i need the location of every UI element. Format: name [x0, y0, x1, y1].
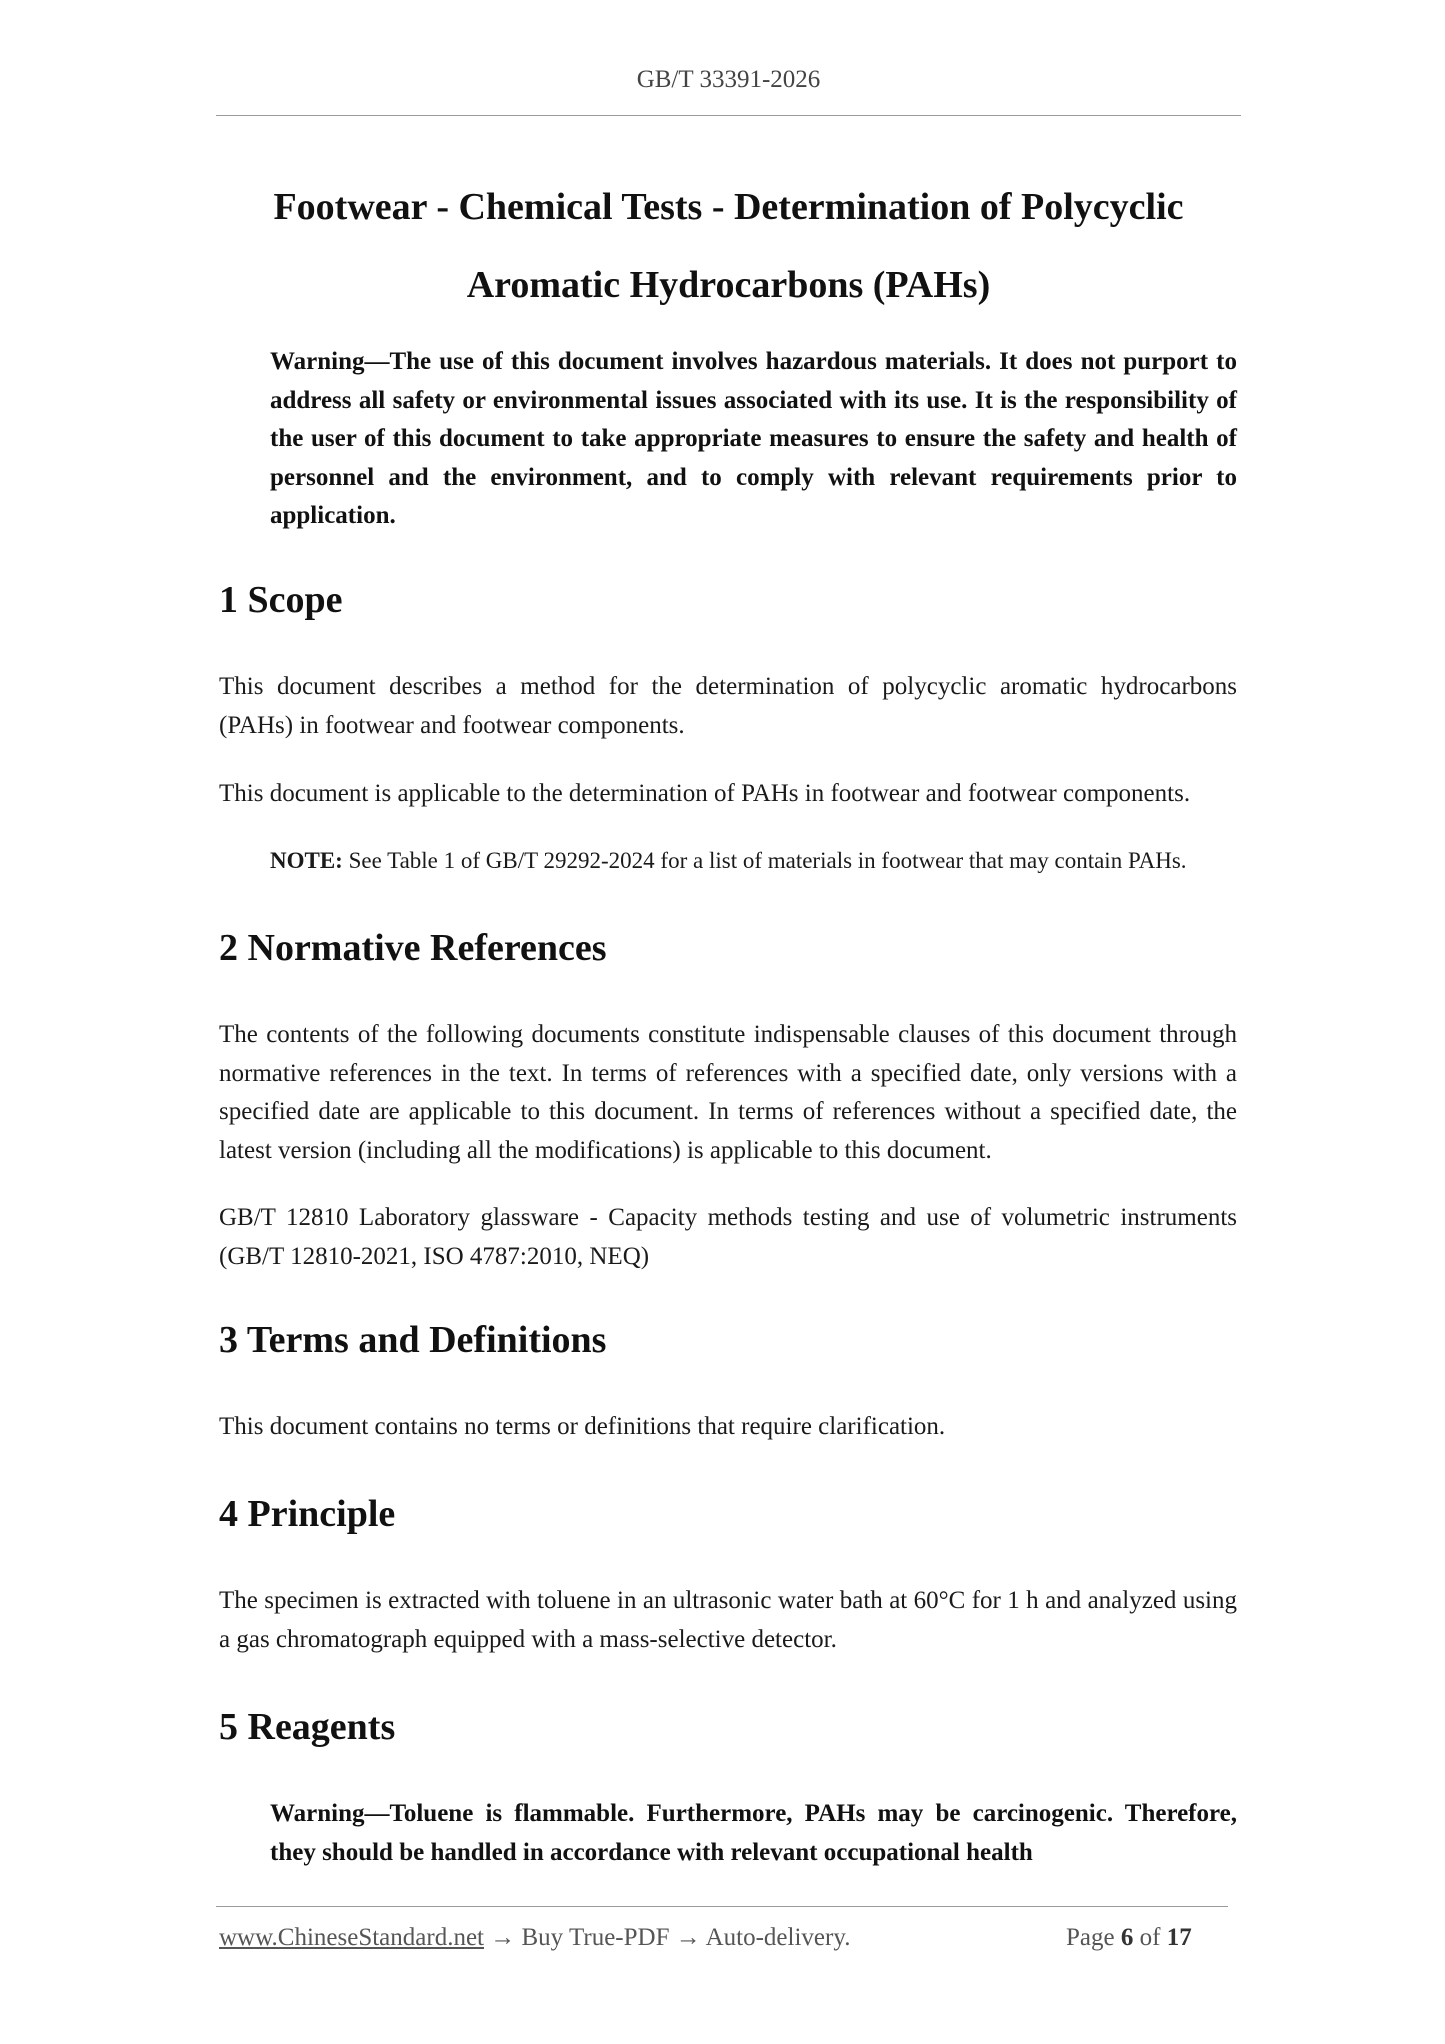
hazard-warning: Warning—The use of this document involves hazardous materials. It does not purport to address all safety or environmental issues associated with its use. It is the responsibility of the user of this document to take appropriate measures to ensure the safety and health of personnel and the environment, and to comply with relevant requirements prior to application. — [270, 348, 1237, 529]
page-indicator — [1066, 1924, 1192, 1952]
normative-paragraph-1: The contents of the following documents constitute indispensable clauses of this document through normative references in the text. In terms of references with a specified date, only versions with a specified date are applicable to this document. In terms of references without a specified date, the latest version (including all the modifications) is applicable to this document. — [219, 1021, 1237, 1164]
header-divider — [216, 115, 1241, 116]
principle-paragraph: The specimen is extracted with toluene in an ultrasonic water bath at 60°C for 1 h and analyzed using a gas chromatograph equipped with a mass-selective detector. — [219, 1587, 1237, 1653]
note-label: NOTE: — [270, 848, 343, 873]
title-line-2: Aromatic Hydrocarbons (PAHs) — [466, 264, 991, 306]
scope-paragraph-2: This document is applicable to the determination of PAHs in footwear and footwear components. — [219, 780, 1191, 807]
reagents-warning: Warning—Toluene is flammable. Furthermore, PAHs may be carcinogenic. Therefore, they should be handled in accordance with relevant occupational health — [270, 1800, 1237, 1866]
section-heading-normative-references: 2 Normative References — [219, 927, 607, 969]
site-link[interactable]: www.ChineseStandard.net — [219, 1924, 484, 1951]
page-number: 6 — [1120, 1924, 1134, 1951]
of-word: of — [1133, 1924, 1167, 1951]
note-text: See Table 1 of GB/T 29292-2024 for a list of materials in footwear that may contain PAHs. — [342, 848, 1187, 873]
document-title — [216, 168, 1241, 324]
section-heading-terms: 3 Terms and Definitions — [219, 1319, 607, 1361]
section-heading-principle: 4 Principle — [219, 1493, 396, 1535]
page-word: Page — [1066, 1924, 1121, 1951]
page-header-doc-id: GB/T 33391-2026 — [636, 66, 821, 93]
scope-paragraph-1: This document describes a method for the determination of polycyclic aromatic hydrocarbons (PAHs) in footwear and footwear components. — [219, 673, 1237, 739]
section-heading-scope: 1 Scope — [219, 579, 343, 621]
normative-reference-item: GB/T 12810 Laboratory glassware - Capacity methods testing and use of volumetric instruments (GB/T 12810-2021, ISO 4787:2010, NEQ) — [219, 1204, 1237, 1270]
terms-paragraph: This document contains no terms or definitions that require clarification. — [219, 1413, 946, 1440]
page-total: 17 — [1166, 1924, 1192, 1951]
title-line-1: Footwear - Chemical Tests - Determination of Polycyclic — [273, 186, 1184, 228]
scope-note — [270, 848, 1187, 874]
section-heading-reagents: 5 Reagents — [219, 1706, 396, 1748]
footer-tagline: → Buy True-PDF → Auto-delivery. — [484, 1924, 851, 1951]
footer-divider — [216, 1906, 1228, 1907]
footer-site-line — [219, 1924, 850, 1952]
